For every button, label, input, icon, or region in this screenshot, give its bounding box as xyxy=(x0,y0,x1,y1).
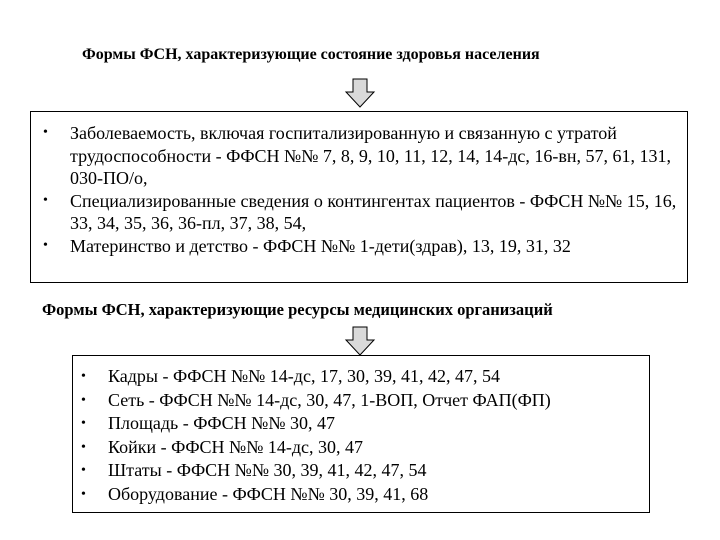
bullet: • xyxy=(81,439,86,455)
bullet: • xyxy=(81,486,86,502)
list-item-text: Штаты - ФФСН №№ 30, 39, 41, 42, 47, 54 xyxy=(108,460,427,481)
list-item xyxy=(43,235,681,258)
list-item-text: Оборудование - ФФСН №№ 30, 39, 41, 68 xyxy=(108,483,429,504)
list-item xyxy=(43,122,681,190)
list-item xyxy=(81,483,645,507)
list-item-text: Сеть - ФФСН №№ 14-дс, 30, 47, 1-ВОП, Отчет ФАП(ФП) xyxy=(108,389,551,410)
list-item xyxy=(43,190,681,235)
list-item xyxy=(81,365,645,389)
list-item xyxy=(81,389,645,413)
list-item-text: Специализированные сведения о контингентах пациентов - ФФСН №№ 15, 16, 33, 34, 35, 36, 36-пл, 37, 38, 54, xyxy=(70,190,677,233)
health-forms-box xyxy=(30,111,688,283)
bullet: • xyxy=(81,369,86,384)
bullet: • xyxy=(81,392,86,408)
list-item-text: Кадры - ФФСН №№ 14-дс, 17, 30, 39, 41, 42, 47, 54 xyxy=(108,366,500,386)
bullet: • xyxy=(43,237,48,253)
list-item xyxy=(81,459,645,483)
bullet: • xyxy=(43,192,48,208)
heading-resources-forms: Формы ФСН, характеризующие ресурсы медицинских организаций xyxy=(42,300,553,319)
list-item xyxy=(81,412,645,436)
bullet: • xyxy=(81,463,86,479)
list-item xyxy=(81,436,645,460)
down-arrow-icon xyxy=(344,326,376,356)
heading-health-forms: Формы ФСН, характеризующие состояние здоровья населения xyxy=(82,46,540,63)
list-item-text: Койки - ФФСН №№ 14-дс, 30, 47 xyxy=(108,436,364,457)
bullet: • xyxy=(81,416,86,432)
list-item-text: Площадь - ФФСН №№ 30, 47 xyxy=(108,413,335,434)
list-item-text: Материнство и детство - ФФСН №№ 1-дети(здрав), 13, 19, 31, 32 xyxy=(70,235,571,256)
resources-forms-box xyxy=(72,355,650,513)
list-item-text: Заболеваемость, включая госпитализированную и связанную с утратой трудоспособности - ФФСН №№ 7, 8, 9, 10, 11, 12, 14, 14-дс, 16-вн, 57, 61, 131, 030-ПО/о, xyxy=(70,123,671,188)
bullet: • xyxy=(43,125,48,140)
down-arrow-icon xyxy=(344,78,376,108)
